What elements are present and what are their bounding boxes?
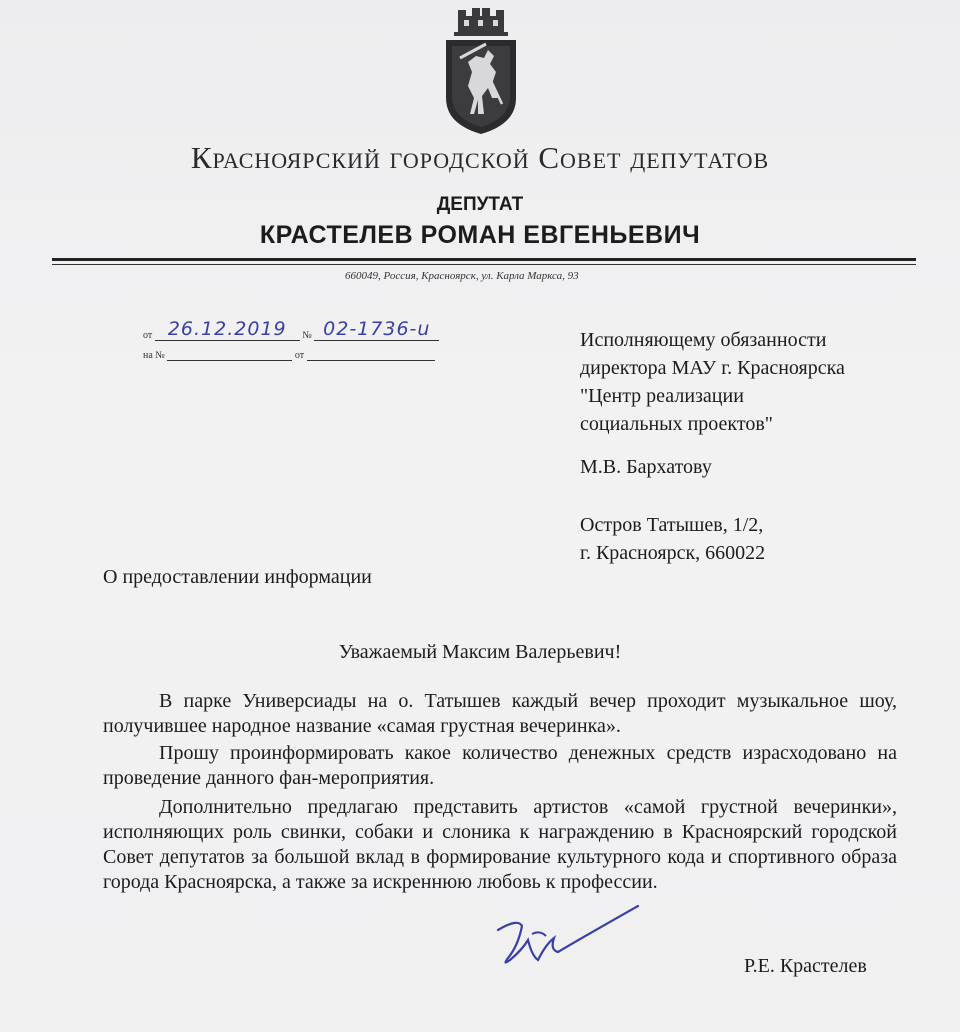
ref-number: 02-1736-u xyxy=(323,318,431,340)
recipient-address-line: Остров Татышев, 1/2, xyxy=(580,514,764,536)
deputy-name: КРАСТЕЛЕВ РОМАН ЕВГЕНЬЕВИЧ xyxy=(259,221,701,249)
coat-of-arms-icon xyxy=(440,6,522,138)
salutation: Уважаемый Максим Валерьевич! xyxy=(338,641,622,663)
body-paragraph-3 xyxy=(103,795,897,895)
reply-number-label: на № xyxy=(143,350,165,361)
recipient-name: М.В. Бархатову xyxy=(580,456,712,478)
council-title: Красноярский городской Совет депутатов xyxy=(190,140,770,175)
paragraph-text: Дополнительно предлагаю представить артистов «самой грустной вечеринки», исполняющих роль свинки, собаки и слоника к награждению в Красноярский городской Совет депутатов за большой вклад в формирование культурного кода и спортивного образа города Красноярска, а также за искреннюю любовь к профессии. xyxy=(103,796,897,893)
ref-number-label: № xyxy=(302,330,312,341)
addressee-line: социальных проектов" xyxy=(580,413,773,435)
recipient-address xyxy=(580,511,765,567)
ref-date: 26.12.2019 xyxy=(167,318,287,340)
body-paragraph-1 xyxy=(103,689,897,739)
addressee-line: директора МАУ г. Красноярска xyxy=(580,357,845,379)
reply-reference-row xyxy=(143,350,435,361)
reference-row xyxy=(143,318,439,341)
body-paragraph-2 xyxy=(103,741,897,791)
addressee-block xyxy=(580,326,845,438)
addressee-line: "Центр реализации xyxy=(580,385,744,407)
paragraph-text: Прошу проинформировать какое количество денежных средств израсходовано на проведение данного фан-мероприятия. xyxy=(103,742,897,789)
header-rule-thick xyxy=(52,258,916,261)
addressee-line: Исполняющему обязанности xyxy=(580,329,827,351)
signature-icon xyxy=(488,900,648,980)
recipient-address-line: г. Красноярск, 660022 xyxy=(580,542,766,564)
paragraph-text: В парке Универсиады на о. Татышев каждый вечер проходит музыкальное шоу, получившее народное название «самая грустная вечеринка». xyxy=(103,690,897,737)
deputy-role-label: ДЕПУТАТ xyxy=(436,194,524,215)
signer-name: Р.Е. Крастелев xyxy=(744,955,867,977)
header-rule-thin xyxy=(52,264,916,265)
reply-from-label: от xyxy=(294,350,305,361)
letter-subject: О предоставлении информации xyxy=(103,566,372,588)
ref-from-label: от xyxy=(143,330,153,341)
deputy-address: 660049, Россия, Красноярск, ул. Карла Маркса, 93 xyxy=(345,270,579,282)
